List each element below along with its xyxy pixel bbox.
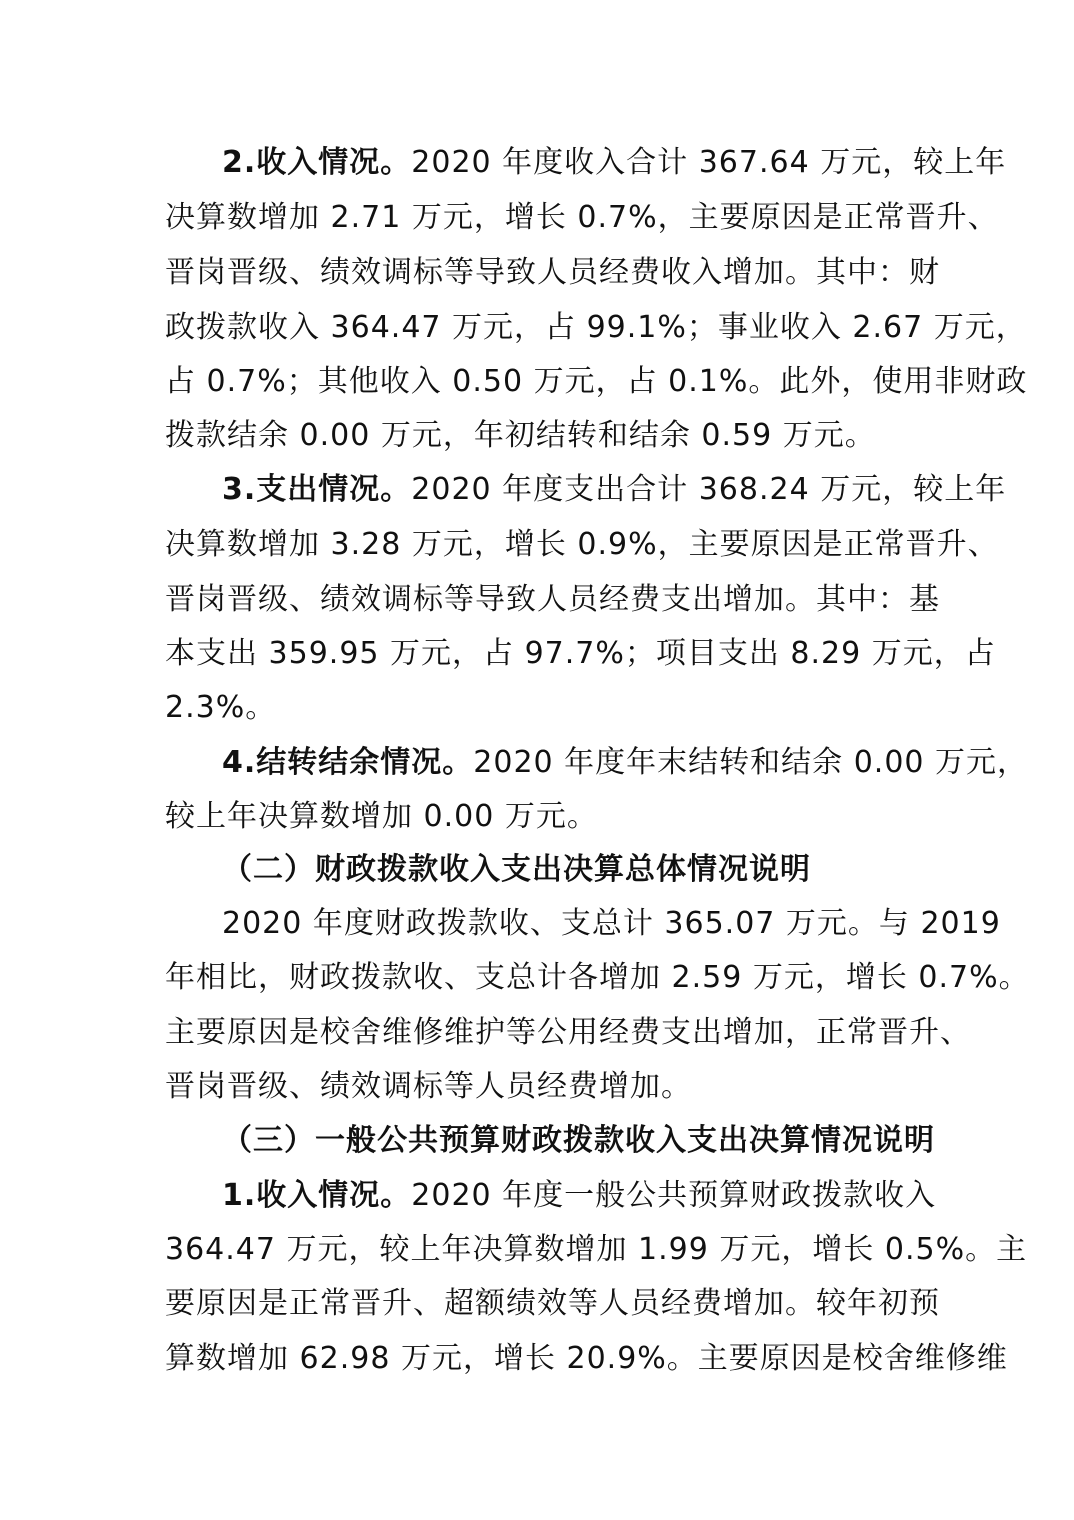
paragraph-line: 晋岗晋级、绩效调标等导致人员经费支出增加。其中：基 xyxy=(165,582,940,617)
paragraph-text: 2020 年度年末结转和结余 0.00 万元， xyxy=(473,745,1029,780)
paragraph-line xyxy=(222,470,1006,510)
paragraph-text: 2020 年度收入合计 367.64 万元，较上年 xyxy=(411,145,1007,180)
section-heading: （二）财政拨款收入支出决算总体情况说明 xyxy=(222,852,811,887)
section-label: 4.结转结余情况。 xyxy=(222,745,474,780)
paragraph-line: 决算数增加 2.71 万元，增长 0.7%，主要原因是正常晋升、 xyxy=(165,200,999,235)
paragraph-text: 2020 年度一般公共预算财政拨款收入 xyxy=(411,1178,937,1213)
paragraph-line: 本支出 359.95 万元，占 97.7%；项目支出 8.29 万元，占 xyxy=(165,636,996,671)
paragraph-line: 决算数增加 3.28 万元，增长 0.9%，主要原因是正常晋升、 xyxy=(165,527,999,562)
section-heading: （三）一般公共预算财政拨款收入支出决算情况说明 xyxy=(222,1123,935,1158)
paragraph-line: 晋岗晋级、绩效调标等导致人员经费收入增加。其中：财 xyxy=(165,255,940,290)
paragraph-line: 晋岗晋级、绩效调标等人员经费增加。 xyxy=(165,1069,692,1104)
section-label: 3.支出情况。 xyxy=(222,472,412,507)
paragraph-line xyxy=(222,143,1006,183)
paragraph-text: 2020 年度支出合计 368.24 万元，较上年 xyxy=(411,472,1007,507)
paragraph-line: 2.3%。 xyxy=(165,690,277,725)
paragraph-line: 算数增加 62.98 万元，增长 20.9%。主要原因是校舍维修维 xyxy=(165,1341,1008,1376)
paragraph-line: 政拨款收入 364.47 万元，占 99.1%；事业收入 2.67 万元， xyxy=(165,310,1027,345)
paragraph-line: 年相比，财政拨款收、支总计各增加 2.59 万元，增长 0.7%。 xyxy=(165,960,1030,995)
paragraph-line: 2020 年度财政拨款收、支总计 365.07 万元。与 2019 xyxy=(222,906,1001,941)
paragraph-line: 拨款结余 0.00 万元，年初结转和结余 0.59 万元。 xyxy=(165,418,876,453)
section-label: 2.收入情况。 xyxy=(222,145,412,180)
paragraph-line: 364.47 万元，较上年决算数增加 1.99 万元，增长 0.5%。主 xyxy=(165,1232,1028,1267)
section-label: 1.收入情况。 xyxy=(222,1178,412,1213)
paragraph-line xyxy=(222,743,1028,783)
paragraph-line: 较上年决算数增加 0.00 万元。 xyxy=(165,799,598,834)
paragraph-line: 主要原因是校舍维修维护等公用经费支出增加，正常晋升、 xyxy=(165,1015,971,1050)
paragraph-line: 要原因是正常晋升、超额绩效等人员经费增加。较年初预 xyxy=(165,1286,940,1321)
paragraph-line xyxy=(222,1176,936,1216)
paragraph-line: 占 0.7%；其他收入 0.50 万元，占 0.1%。此外，使用非财政 xyxy=(165,364,1028,399)
